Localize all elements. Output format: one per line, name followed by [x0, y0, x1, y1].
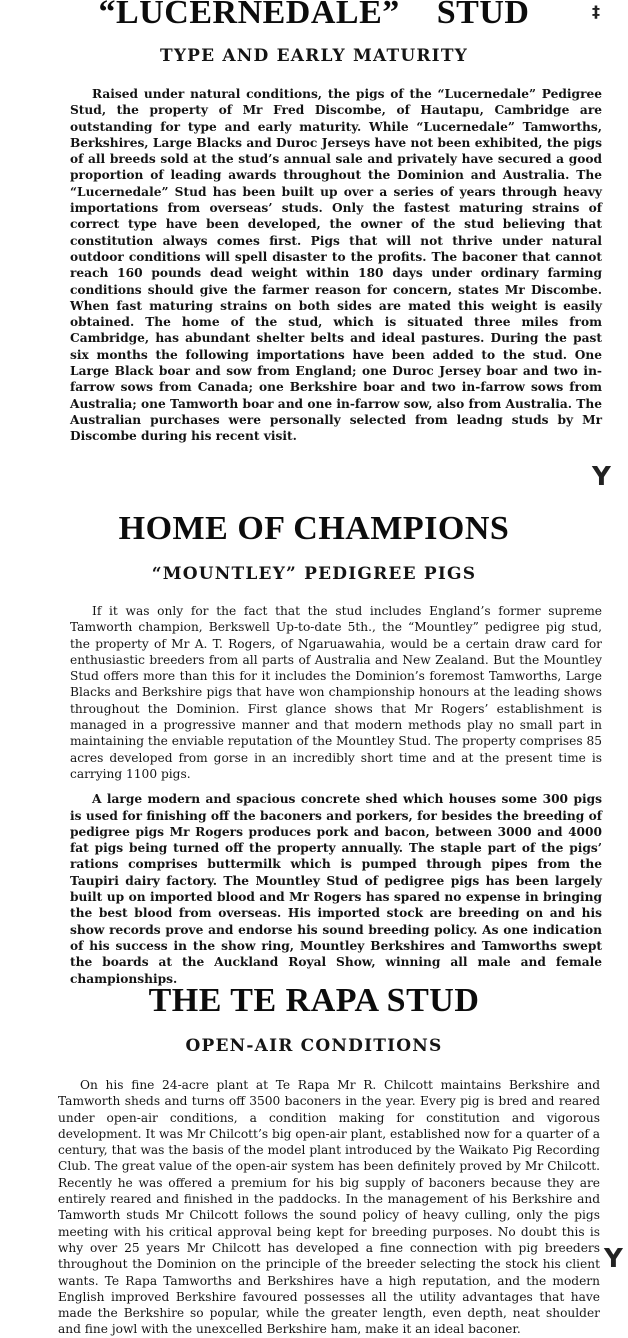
- margin-mark-top: ‡: [592, 2, 600, 21]
- te-rapa-subheadline: OPEN-AIR CONDITIONS: [185, 1036, 443, 1056]
- te-rapa-paragraph: On his fine 24-acre plant at Te Rapa Mr R. Chilcott maintains Berkshire and Tamworth sheds and turns off 3500 baconers in the year. Every pig is bred and reared under open-air conditions, a condition making for constitution and vigorous development. It was Mr Chilcott’s big open-air plant, established now for a quarter of a century, that was the basis of the model plant introduced by the Waikato Pig Recording Club. The great value of the open-air system has been definitely proved by Mr Chilcott. Recently he was offered a premium for his big supply of baconers because they are entirely reared and finished in the paddocks. In the management of his Berkshire and Tamworth studs Mr Chilcott follows the sound policy of heavy culling, only the pigs meeting with his critical approval being kept for breeding purposes. No doubt this is why over 25 years Mr Chilcott has developed a fine connection with pig breeders throughout the Dominion on the principle of the breeder selecting the stock his client wants. Te Rapa Tamworths and Berkshires have a high reputation, and the modern English improved Berkshire favoured possesses all the utility advantages that have made the Berkshire so popular, while the greater length, even depth, neat shoulder and fine jowl with the unexcelled Berkshire ham, make it an ideal baconer.: [58, 1078, 600, 1337]
- lucernedale-stud-article: [0, 0, 628, 445]
- lucernedale-body: [0, 86, 628, 445]
- te-rapa-headline: THE TE RAPA STUD: [148, 982, 480, 1019]
- margin-mark-bottom: Y: [604, 1244, 623, 1274]
- lucernedale-paragraph: Raised under natural conditions, the pigs of the “Lucernedale” Pedigree Stud, the property of Mr Fred Discombe, of Hautapu, Cambridge are outstanding for type and early maturity. While “Lucernedale” Tamworths, Berkshires, Large Blacks and Duroc Jerseys have not been exhibited, the pigs of all breeds sold at the stud’s annual sale and privately have secured a good proportion of leading awards throughout the Dominion and Australia. The “Lucernedale” Stud has been built up over a series of years through heavy importations from overseas’ studs. Only the fastest maturing strains of correct type have been developed, the owner of the stud believing that constitution always comes first. Pigs that will not thrive under natural outdoor conditions will spell disaster to the profits. The baconer that cannot reach 160 pounds dead weight within 180 days under ordinary farming conditions should give the farmer reason for concern, states Mr Discombe. When fast maturing strains on both sides are mated this weight is easily obtained. The home of the stud, which is situated three miles from Cambridge, has abundant shelter belts and ideal pastures. During the past six months the following importations have been added to the stud. One Large Black boar and sow from England; one Duroc Jersey boar and two in-farrow sows from Canada; one Berkshire boar and two in-farrow sows from Australia; one Tamworth boar and one in-farrow sow, also from Australia. The Australian purchases were personally selected from leadng studs by Mr Discombe during his recent visit.: [70, 87, 602, 444]
- mountley-paragraph-1: If it was only for the fact that the stud includes England’s former supreme Tamworth champion, Berkswell Up-to-date 5th., the “Mountley” pedigree pig stud, the property of Mr A. T. Rogers, of Ngaruawahia, would be a certain draw card for enthusiastic breeders from all parts of Australia and New Zealand. But the Mountley Stud offers more than this for it includes the Dominion’s foremost Tamworths, Large Blacks and Berkshire pigs that have won championship honours at the leading shows throughout the Dominion. First glance shows that Mr Rogers’ establishment is managed in a progressive manner and that modern methods play no small part in maintaining the enviable reputation of the Mountley Stud. The property comprises 85 acres developed from gorse in an incredibly short time and at the present time is carrying 1100 pigs.: [70, 604, 602, 781]
- margin-mark-middle: Y: [592, 462, 611, 492]
- te-rapa-stud-article: [0, 984, 628, 1338]
- lucernedale-headline: “LUCERNEDALE” STUD: [98, 0, 530, 31]
- mountley-stud-article: [0, 512, 628, 987]
- mountley-headline: HOME OF CHAMPIONS: [118, 510, 510, 547]
- mountley-paragraph-2: A large modern and spacious concrete shed which houses some 300 pigs is used for finishing off the baconers and porkers, for besides the breeding of pedigree pigs Mr Rogers produces pork and bacon, between 3000 and 4000 fat pigs being turned off the property annually. The staple part of the pigs’ rations comprises buttermilk which is pumped through pipes from the Taupiri dairy factory. The Mountley Stud of pedigree pigs has been largely built up on imported blood and Mr Rogers has spared no expense in bringing the best blood from overseas. His imported stock are breeding on and his show records prove and endorse his sound breeding policy. As one indication of his success in the show ring, Mountley Berkshires and Tamworths swept the boards at the Auckland Royal Show, winning all male and female championships.: [70, 792, 602, 986]
- lucernedale-subheadline: TYPE AND EARLY MATURITY: [159, 46, 469, 66]
- mountley-subheadline: “MOUNTLEY” PEDIGREE PIGS: [151, 564, 477, 584]
- mountley-body: [0, 603, 628, 987]
- te-rapa-body: [0, 1077, 628, 1338]
